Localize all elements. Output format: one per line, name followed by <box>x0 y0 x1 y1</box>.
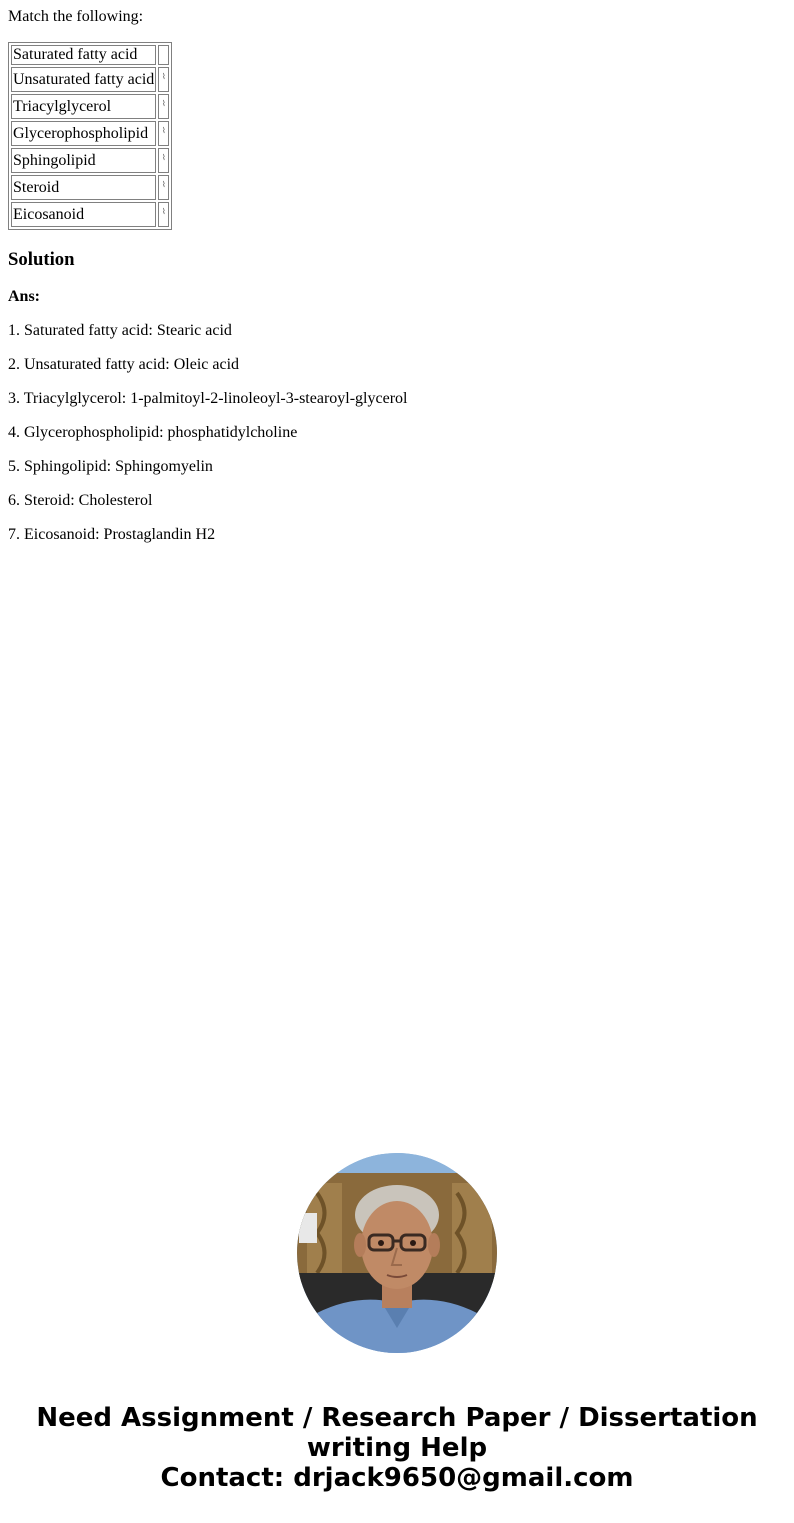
answer-item: 5. Sphingolipid: Sphingomyelin <box>8 458 213 475</box>
table-row <box>11 94 169 119</box>
row-label: Glycerophospholipid <box>11 121 156 146</box>
match-table <box>8 42 172 230</box>
broken-image-icon: ⌇ <box>161 72 166 81</box>
footer-contact <box>0 1403 794 1493</box>
row-label: Saturated fatty acid <box>11 45 156 65</box>
footer-line: Need Assignment / Research Paper / Dissertation <box>36 1403 758 1433</box>
author-avatar <box>297 1153 497 1353</box>
broken-image-cell <box>158 175 169 200</box>
footer-line: writing Help <box>306 1433 488 1463</box>
table-row <box>11 45 169 65</box>
answer-item: 7. Eicosanoid: Prostaglandin H2 <box>8 526 216 543</box>
broken-image-cell <box>158 45 169 65</box>
ans-label: Ans: <box>8 288 41 305</box>
footer-contact-email: Contact: drjack9650@gmail.com <box>160 1463 634 1493</box>
answer-item: 4. Glycerophospholipid: phosphatidylcholine <box>8 424 298 441</box>
answer-item: 3. Triacylglycerol: 1-palmitoyl-2-linoleoyl-3-stearoyl-glycerol <box>8 390 408 407</box>
row-label: Eicosanoid <box>11 202 156 227</box>
table-row <box>11 67 169 92</box>
table-row <box>11 202 169 227</box>
broken-image-cell <box>158 67 169 92</box>
broken-image-icon: ⌇ <box>161 153 166 162</box>
broken-image-icon: ⌇ <box>161 99 166 108</box>
answer-item: 2. Unsaturated fatty acid: Oleic acid <box>8 356 240 373</box>
answer-item: 1. Saturated fatty acid: Stearic acid <box>8 322 232 339</box>
broken-image-cell <box>158 121 169 146</box>
row-label: Unsaturated fatty acid <box>11 67 156 92</box>
broken-image-cell <box>158 94 169 119</box>
broken-image-icon: ⌇ <box>161 180 166 189</box>
document-body <box>8 0 786 544</box>
answer-item: 6. Steroid: Cholesterol <box>8 492 153 509</box>
table-row <box>11 121 169 146</box>
row-label: Steroid <box>11 175 156 200</box>
broken-image-icon: ⌇ <box>161 126 166 135</box>
author-portrait-icon <box>297 1153 497 1353</box>
broken-image-icon: ⌇ <box>161 207 166 216</box>
row-label: Sphingolipid <box>11 148 156 173</box>
table-row <box>11 175 169 200</box>
broken-image-cell <box>158 202 169 227</box>
row-label: Triacylglycerol <box>11 94 156 119</box>
table-row <box>11 148 169 173</box>
question-intro: Match the following: <box>8 8 144 25</box>
solution-heading: Solution <box>8 249 75 270</box>
broken-image-cell <box>158 148 169 173</box>
